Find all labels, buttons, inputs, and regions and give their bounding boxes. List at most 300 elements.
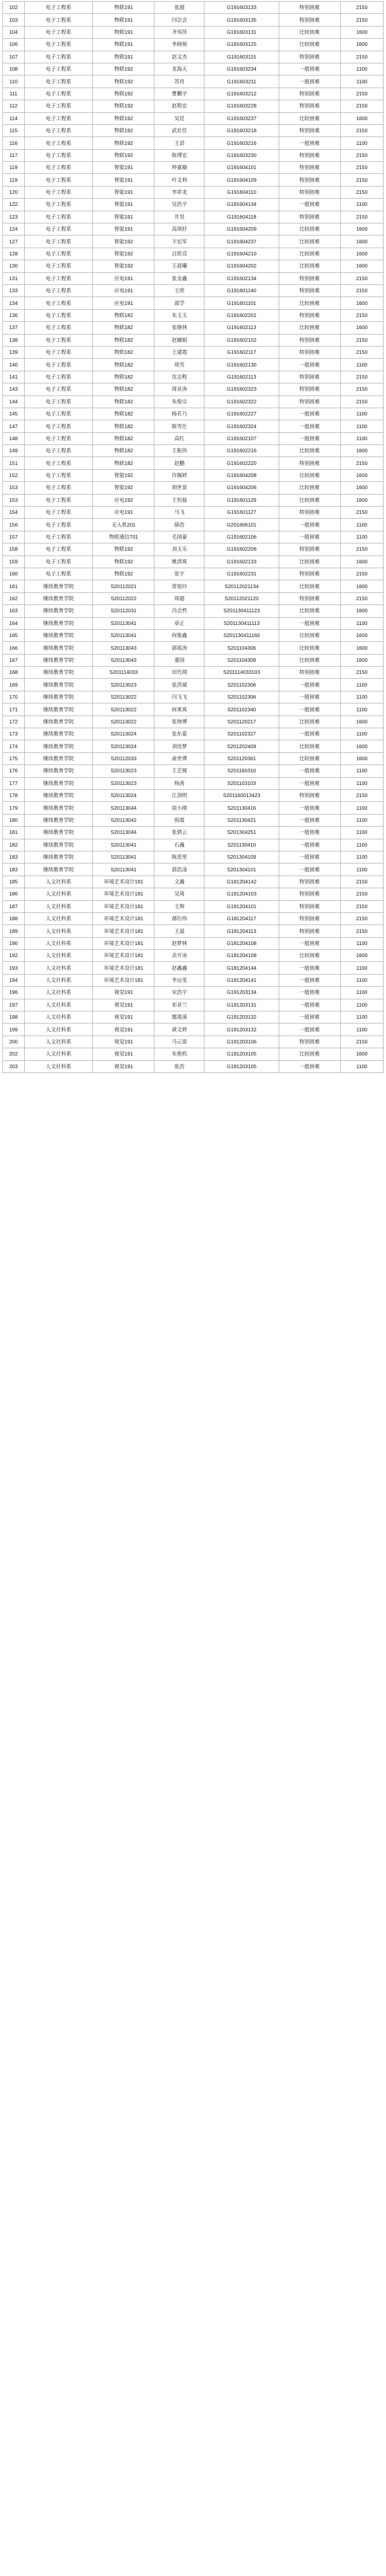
- row-department: 电子工程系: [24, 371, 93, 383]
- row-student-id: G181204141: [204, 974, 279, 986]
- row-level: 特别困难: [279, 88, 340, 100]
- row-index: 174: [3, 740, 25, 752]
- row-name: 陈雪仕: [154, 420, 204, 432]
- table-row: [3, 174, 384, 186]
- row-class: 环境艺术设计181: [93, 974, 154, 986]
- row-student-id: G191602231: [204, 568, 279, 580]
- table-row: [3, 814, 384, 826]
- row-student-id: G191603135: [204, 14, 279, 26]
- row-level: 比较困难: [279, 605, 340, 617]
- row-amount: 1100: [340, 728, 383, 740]
- row-level: 比较困难: [279, 629, 340, 641]
- row-class: S20113042: [93, 814, 154, 826]
- row-name: 陈博宏: [154, 149, 204, 161]
- row-level: 一般困难: [279, 987, 340, 999]
- row-amount: 2150: [340, 51, 383, 63]
- row-amount: 2150: [340, 174, 383, 186]
- row-name: 俞世博: [154, 752, 204, 764]
- row-name: 杨茜: [154, 777, 204, 789]
- row-class: 环境艺术设计181: [93, 950, 154, 962]
- table-row: [3, 309, 384, 321]
- row-student-id: G191603216: [204, 137, 279, 149]
- row-class: S20113044: [93, 802, 154, 814]
- table-row: [3, 950, 384, 962]
- row-name: 宋浩宇: [154, 987, 204, 999]
- row-index: 119: [3, 174, 25, 186]
- row-amount: 2150: [340, 211, 383, 223]
- row-department: 人文社科系: [24, 1060, 93, 1072]
- row-level: 一般困难: [279, 962, 340, 974]
- row-name: 冯会哲: [154, 605, 204, 617]
- row-level: 比较困难: [279, 112, 340, 124]
- row-student-id: S201202409: [204, 740, 279, 752]
- row-name: 赵鑫鑫: [154, 962, 204, 974]
- table-row: [3, 235, 384, 248]
- row-name: 高红: [154, 432, 204, 444]
- row-student-id: G191602106: [204, 531, 279, 543]
- row-department: 电子工程系: [24, 75, 93, 88]
- row-level: 特别困难: [279, 346, 340, 358]
- row-level: 比较困难: [279, 580, 340, 592]
- row-student-id: G191604237: [204, 235, 279, 248]
- row-name: 黄文婷: [154, 1024, 204, 1036]
- table-row: [3, 888, 384, 900]
- row-index: 187: [3, 900, 25, 912]
- row-department: 电子工程系: [24, 445, 93, 457]
- row-index: 138: [3, 334, 25, 346]
- table-row: [3, 519, 384, 531]
- row-class: 物联191: [93, 51, 154, 63]
- row-student-id: S201304251: [204, 827, 279, 839]
- row-name: 王建霞: [154, 346, 204, 358]
- row-index: 193: [3, 962, 25, 974]
- row-student-id: G191602102: [204, 334, 279, 346]
- row-student-id: G191603234: [204, 63, 279, 75]
- row-index: 131: [3, 272, 25, 284]
- row-student-id: G181204108: [204, 950, 279, 962]
- row-level: 比较困难: [279, 494, 340, 506]
- row-class: S20112033: [93, 752, 154, 764]
- row-department: 继续教育学院: [24, 790, 93, 802]
- row-level: 特别困难: [279, 507, 340, 519]
- row-student-id: S201104306: [204, 642, 279, 654]
- row-index: 175: [3, 752, 25, 764]
- row-index: 172: [3, 716, 25, 728]
- row-amount: 1600: [340, 248, 383, 260]
- row-amount: 1100: [340, 359, 383, 371]
- table-row: [3, 642, 384, 654]
- row-department: 电子工程系: [24, 223, 93, 235]
- row-amount: 2150: [340, 925, 383, 937]
- table-row: [3, 137, 384, 149]
- row-class: S20113043: [93, 642, 154, 654]
- table-row: [3, 679, 384, 691]
- table-row: [3, 75, 384, 88]
- table-row: [3, 654, 384, 666]
- row-index: 128: [3, 248, 25, 260]
- row-index: 144: [3, 396, 25, 408]
- row-student-id: G191602130: [204, 359, 279, 371]
- row-index: 197: [3, 999, 25, 1011]
- row-name: 鄢浚漠: [154, 1011, 204, 1024]
- table-row: [3, 63, 384, 75]
- table-row: [3, 186, 384, 198]
- row-level: 一般困难: [279, 359, 340, 371]
- row-class: 物联192: [93, 568, 154, 580]
- row-amount: 2150: [340, 284, 383, 296]
- row-index: 186: [3, 888, 25, 900]
- row-class: 物联182: [93, 359, 154, 371]
- row-student-id: G191602117: [204, 346, 279, 358]
- row-student-id: S201103103: [204, 777, 279, 789]
- row-amount: 2150: [340, 100, 383, 112]
- table-row: [3, 100, 384, 112]
- row-index: 188: [3, 912, 25, 924]
- row-level: 特别困难: [279, 592, 340, 604]
- row-index: 103: [3, 14, 25, 26]
- row-department: 继续教育学院: [24, 752, 93, 764]
- row-class: 物联182: [93, 322, 154, 334]
- row-level: 一般困难: [279, 420, 340, 432]
- row-student-id: G191602134: [204, 272, 279, 284]
- row-index: 183: [3, 863, 25, 876]
- row-class: 视觉191: [93, 1024, 154, 1036]
- row-department: 电子工程系: [24, 556, 93, 568]
- row-department: 继续教育学院: [24, 802, 93, 814]
- row-level: 比较困难: [279, 39, 340, 51]
- row-name: 章正: [154, 617, 204, 629]
- row-class: 物联192: [93, 88, 154, 100]
- row-index: 173: [3, 728, 25, 740]
- table-row: [3, 248, 384, 260]
- row-student-id: S201104309: [204, 654, 279, 666]
- row-amount: 2150: [340, 371, 383, 383]
- row-student-id: G191204101: [204, 900, 279, 912]
- row-level: 特别困难: [279, 334, 340, 346]
- table-row: [3, 617, 384, 629]
- row-name: 杨若乃: [154, 408, 204, 420]
- row-department: 电子工程系: [24, 88, 93, 100]
- row-index: 170: [3, 691, 25, 703]
- row-name: 吴浩宇: [154, 199, 204, 211]
- row-name: 郝衍伟: [154, 912, 204, 924]
- row-index: 157: [3, 531, 25, 543]
- row-department: 人文社科系: [24, 937, 93, 949]
- row-index: 151: [3, 457, 25, 469]
- table-row: [3, 371, 384, 383]
- table-row: [3, 26, 384, 38]
- row-student-id: S201304101: [204, 863, 279, 876]
- row-index: 165: [3, 629, 25, 641]
- table-row: [3, 408, 384, 420]
- row-name: 周超: [154, 592, 204, 604]
- table-row: [3, 802, 384, 814]
- row-amount: 1100: [340, 408, 383, 420]
- table-row: [3, 851, 384, 863]
- row-class: 环境艺术设计191: [93, 876, 154, 888]
- row-name: 武社任: [154, 124, 204, 136]
- row-amount: 1600: [340, 716, 383, 728]
- table-row: [3, 556, 384, 568]
- row-index: 156: [3, 519, 25, 531]
- row-level: 比较困难: [279, 556, 340, 568]
- row-department: 继续教育学院: [24, 814, 93, 826]
- table-row: [3, 629, 384, 641]
- row-department: 电子工程系: [24, 408, 93, 420]
- row-name: 朱玉玉: [154, 309, 204, 321]
- row-department: 电子工程系: [24, 457, 93, 469]
- row-level: 特别困难: [279, 925, 340, 937]
- row-department: 电子工程系: [24, 519, 93, 531]
- row-index: 179: [3, 802, 25, 814]
- row-amount: 2150: [340, 2, 383, 14]
- table-row: [3, 284, 384, 296]
- row-index: 200: [3, 1036, 25, 1048]
- row-department: 电子工程系: [24, 14, 93, 26]
- row-department: 电子工程系: [24, 284, 93, 296]
- row-amount: 2150: [340, 568, 383, 580]
- row-department: 人文社科系: [24, 888, 93, 900]
- row-department: 继续教育学院: [24, 679, 93, 691]
- row-name: 赵梦林: [154, 937, 204, 949]
- row-department: 继续教育学院: [24, 851, 93, 863]
- table-row: [3, 39, 384, 51]
- row-class: 应电191: [93, 507, 154, 519]
- row-index: 122: [3, 199, 25, 211]
- row-level: 比较困难: [279, 482, 340, 494]
- row-index: 152: [3, 469, 25, 481]
- row-level: 特别困难: [279, 790, 340, 802]
- row-amount: 2150: [340, 790, 383, 802]
- row-level: 特别困难: [279, 162, 340, 174]
- row-amount: 1100: [340, 420, 383, 432]
- table-row: [3, 543, 384, 556]
- row-name: 井昊: [154, 211, 204, 223]
- row-name: 张金鑫: [154, 272, 204, 284]
- row-level: 比较困难: [279, 223, 340, 235]
- table-row: [3, 297, 384, 309]
- row-amount: 2150: [340, 309, 383, 321]
- row-class: 物联192: [93, 137, 154, 149]
- row-name: 闫会会: [154, 14, 204, 26]
- row-class: 智能191: [93, 174, 154, 186]
- row-student-id: G191603133: [204, 2, 279, 14]
- row-index: 194: [3, 974, 25, 986]
- row-class: S20113044: [93, 827, 154, 839]
- row-amount: 1100: [340, 137, 383, 149]
- row-level: 一般困难: [279, 408, 340, 420]
- row-index: 140: [3, 359, 25, 371]
- row-name: 沈志程: [154, 371, 204, 383]
- row-class: 智能191: [93, 211, 154, 223]
- row-department: 电子工程系: [24, 322, 93, 334]
- table-row: [3, 322, 384, 334]
- row-department: 人文社科系: [24, 962, 93, 974]
- table-row: [3, 199, 384, 211]
- row-level: 特别困难: [279, 396, 340, 408]
- row-level: 特别困难: [279, 186, 340, 198]
- row-class: 视觉191: [93, 1036, 154, 1048]
- row-name: 张倩云: [154, 827, 204, 839]
- row-class: 环境艺术设计181: [93, 925, 154, 937]
- row-name: 龙海天: [154, 63, 204, 75]
- row-name: 邵学: [154, 297, 204, 309]
- row-department: 继续教育学院: [24, 642, 93, 654]
- row-index: 137: [3, 322, 25, 334]
- table-row: [3, 124, 384, 136]
- row-class: 物联182: [93, 457, 154, 469]
- row-department: 电子工程系: [24, 334, 93, 346]
- row-student-id: G201606101: [204, 519, 279, 531]
- row-index: 110: [3, 75, 25, 88]
- row-level: 特别困难: [279, 457, 340, 469]
- row-level: 特别困难: [279, 383, 340, 396]
- row-name: 薛浩: [154, 519, 204, 531]
- row-name: 张洪斌: [154, 679, 204, 691]
- row-department: 人文社科系: [24, 987, 93, 999]
- row-amount: 1600: [340, 322, 383, 334]
- row-class: 物联182: [93, 408, 154, 420]
- row-student-id: G191601127: [204, 507, 279, 519]
- table-row: [3, 790, 384, 802]
- row-class: 应电191: [93, 272, 154, 284]
- row-index: 185: [3, 876, 25, 888]
- row-level: 一般困难: [279, 1024, 340, 1036]
- row-amount: 1100: [340, 765, 383, 777]
- row-amount: 1100: [340, 432, 383, 444]
- row-class: 智能191: [93, 199, 154, 211]
- row-student-id: G191203105: [204, 1048, 279, 1060]
- row-department: 人文社科系: [24, 900, 93, 912]
- row-class: S20113022: [93, 716, 154, 728]
- row-name: 王欣: [154, 284, 204, 296]
- row-index: 154: [3, 507, 25, 519]
- table-row: [3, 987, 384, 999]
- row-department: 电子工程系: [24, 235, 93, 248]
- row-level: 特别困难: [279, 888, 340, 900]
- row-index: 145: [3, 408, 25, 420]
- row-amount: 1100: [340, 1060, 383, 1072]
- row-department: 继续教育学院: [24, 691, 93, 703]
- row-level: 比较困难: [279, 235, 340, 248]
- row-class: 智能192: [93, 248, 154, 260]
- row-index: 108: [3, 63, 25, 75]
- table-row: [3, 974, 384, 986]
- row-student-id: S201304109: [204, 851, 279, 863]
- row-student-id: G191203106: [204, 1036, 279, 1048]
- row-level: 一般困难: [279, 765, 340, 777]
- row-amount: 1100: [340, 1024, 383, 1036]
- row-student-id: G191602324: [204, 420, 279, 432]
- row-name: 倪震: [154, 814, 204, 826]
- row-department: 电子工程系: [24, 507, 93, 519]
- row-class: 物联191: [93, 2, 154, 14]
- table-row: [3, 1011, 384, 1024]
- row-class: S20113041: [93, 851, 154, 863]
- row-index: 127: [3, 235, 25, 248]
- row-index: 130: [3, 260, 25, 272]
- table-body: [3, 2, 384, 1073]
- row-amount: 1600: [340, 740, 383, 752]
- row-name: 吴廷: [154, 112, 204, 124]
- row-index: 196: [3, 987, 25, 999]
- row-name: 许佩婷: [154, 469, 204, 481]
- row-class: 物联192: [93, 112, 154, 124]
- row-student-id: G191603131: [204, 26, 279, 38]
- row-student-id: G191203131: [204, 999, 279, 1011]
- row-level: 特别困难: [279, 900, 340, 912]
- row-class: 智能192: [93, 235, 154, 248]
- row-student-id: G181204113: [204, 925, 279, 937]
- row-student-id: S201120361: [204, 752, 279, 764]
- row-class: S20112021: [93, 580, 154, 592]
- row-class: 智能191: [93, 186, 154, 198]
- row-student-id: G191203132: [204, 1011, 279, 1024]
- row-department: 人文社科系: [24, 925, 93, 937]
- row-index: 153: [3, 482, 25, 494]
- row-class: S20113024: [93, 740, 154, 752]
- table-row: [3, 51, 384, 63]
- row-level: 比较困难: [279, 248, 340, 260]
- row-student-id: G191603218: [204, 124, 279, 136]
- row-index: 153: [3, 494, 25, 506]
- row-student-id: G191604118: [204, 211, 279, 223]
- row-index: 141: [3, 371, 25, 383]
- row-level: 特别困难: [279, 2, 340, 14]
- row-student-id: G191604208: [204, 469, 279, 481]
- row-department: 继续教育学院: [24, 592, 93, 604]
- row-name: 李运变: [154, 974, 204, 986]
- row-class: 物联182: [93, 383, 154, 396]
- row-department: 继续教育学院: [24, 863, 93, 876]
- row-class: 环境艺术设计181: [93, 900, 154, 912]
- row-amount: 2150: [340, 346, 383, 358]
- row-amount: 2150: [340, 888, 383, 900]
- row-class: S20113041: [93, 839, 154, 851]
- table-row: [3, 962, 384, 974]
- row-student-id: S201130421: [204, 814, 279, 826]
- row-level: 一般困难: [279, 679, 340, 691]
- row-class: S20113043: [93, 654, 154, 666]
- row-student-id: G191604206: [204, 482, 279, 494]
- row-level: 一般困难: [279, 999, 340, 1011]
- row-name: 王晨: [154, 925, 204, 937]
- table-row: [3, 88, 384, 100]
- row-name: 马云雷: [154, 1036, 204, 1048]
- row-department: 电子工程系: [24, 137, 93, 149]
- row-name: 姚清爽: [154, 556, 204, 568]
- row-department: 人文社科系: [24, 912, 93, 924]
- row-level: 一般困难: [279, 851, 340, 863]
- row-student-id: G181204144: [204, 962, 279, 974]
- row-student-id: S201130411113: [204, 617, 279, 629]
- row-department: 电子工程系: [24, 2, 93, 14]
- row-student-id: G191604202: [204, 260, 279, 272]
- row-name: 田代琪: [154, 667, 204, 679]
- row-level: 一般困难: [279, 703, 340, 716]
- table-row: [3, 457, 384, 469]
- row-level: 一般困难: [279, 617, 340, 629]
- row-class: 智能192: [93, 469, 154, 481]
- row-index: 167: [3, 654, 25, 666]
- row-index: 181: [3, 827, 25, 839]
- table-row: [3, 14, 384, 26]
- row-student-id: G191602107: [204, 432, 279, 444]
- row-department: 人文社科系: [24, 1048, 93, 1060]
- row-student-id: G191203132: [204, 1024, 279, 1036]
- row-amount: 2150: [340, 334, 383, 346]
- row-amount: 2150: [340, 1036, 383, 1048]
